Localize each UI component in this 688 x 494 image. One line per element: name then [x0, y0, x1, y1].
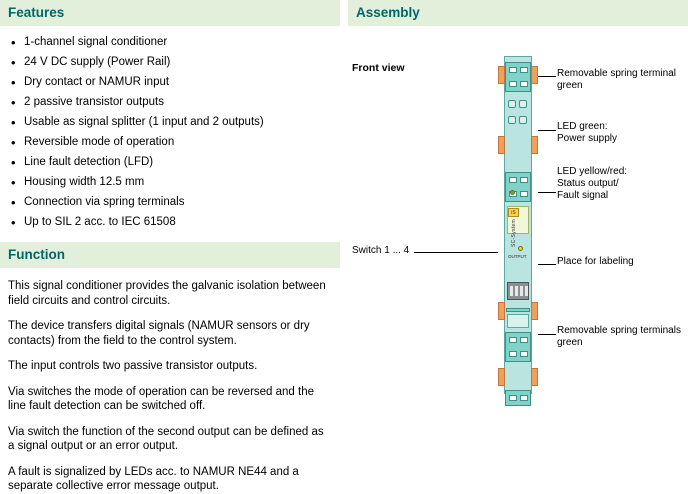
callout-line: Removable spring terminals: [557, 325, 681, 336]
list-item: • Dry contact or NAMUR input: [8, 76, 340, 88]
callout-line: Removable spring terminal: [557, 68, 676, 79]
led-yellow-red-status-indicator: [518, 246, 523, 251]
terminal-slot-icon: [520, 191, 528, 197]
leader-line: [538, 76, 556, 77]
callout-led-green: [557, 121, 688, 145]
paragraph: The device transfers digital signals (NAMUR sensors or dry contacts) from the field to the control system.: [8, 320, 310, 347]
list-item: • Housing width 12.5 mm: [8, 176, 340, 188]
terminal-slot-icon: [509, 337, 517, 343]
spring-terminal-block-bottom-2: [505, 390, 531, 406]
led-green-power-indicator: [510, 190, 515, 195]
mounting-tab-icon: [498, 136, 505, 154]
callout-top-terminal: [557, 68, 688, 92]
mounting-tab-icon: [498, 302, 505, 320]
callout-line: green: [557, 80, 583, 91]
mounting-tab-icon: [531, 136, 538, 154]
callout-line: Power supply: [557, 133, 618, 144]
terminal-slot-icon: [509, 177, 517, 183]
leader-line: [538, 334, 556, 335]
mounting-tab-icon: [498, 368, 505, 386]
labeling-plate: [507, 314, 529, 328]
spring-terminal-block-top: [505, 62, 531, 92]
spring-terminal-block-bottom: [505, 332, 531, 362]
list-item: • 1-channel signal conditioner: [8, 36, 340, 48]
callout-labeling-place: [557, 256, 688, 268]
paragraph: This signal conditioner provides the galvanic isolation between field circuits and control circuits.: [8, 280, 326, 307]
callout-bottom-terminals: [557, 325, 688, 349]
callout-line: LED yellow/red:: [557, 166, 628, 177]
features-list: [0, 36, 340, 228]
dip-switch-3[interactable]: [520, 286, 523, 296]
assembly-section-heading: Assembly: [348, 0, 688, 26]
terminal-slot-icon: [520, 81, 528, 87]
output-marking-text: OUTPUT: [508, 254, 527, 259]
dip-switch-bank[interactable]: [507, 282, 529, 300]
callout-led-yellow-red: [557, 166, 688, 202]
callout-line: LED green:: [557, 121, 608, 132]
leader-line: [414, 252, 498, 253]
leader-line: [538, 192, 556, 193]
function-section-heading: Function: [0, 242, 340, 268]
label-hinge: [506, 308, 530, 312]
device-series-text: SC-System: [511, 219, 517, 247]
list-item: • Reversible mode of operation: [8, 136, 340, 148]
callout-line: Place for labeling: [557, 256, 634, 267]
screw-row: [505, 100, 531, 110]
screw-icon: [508, 116, 516, 124]
front-view-label: Front view: [352, 62, 405, 74]
right-column: [348, 0, 688, 449]
terminal-slot-icon: [520, 351, 528, 357]
function-text-block: [0, 279, 340, 494]
terminal-slot-icon: [509, 67, 517, 73]
paragraph: A fault is signalized by LEDs acc. to NAMUR NE44 and a separate collective error message output.: [8, 465, 299, 492]
mounting-tab-icon: [498, 66, 505, 84]
terminal-slot-icon: [520, 67, 528, 73]
dip-switch-1[interactable]: [510, 286, 513, 296]
screw-icon: [508, 100, 516, 108]
leader-line: [538, 130, 556, 131]
dip-switch-4[interactable]: [525, 286, 528, 296]
terminal-slot-icon: [509, 395, 517, 401]
callout-line: Fault signal: [557, 190, 609, 201]
features-section-heading: Features: [0, 0, 340, 26]
list-item: • Line fault detection (LFD): [8, 156, 340, 168]
mounting-tab-icon: [531, 368, 538, 386]
list-item: • 24 V DC supply (Power Rail): [8, 56, 340, 68]
spring-terminal-block-power: [505, 172, 531, 202]
paragraph: Via switch the function of the second output can be defined as a signal output or an error output.: [8, 425, 324, 452]
dip-switch-2[interactable]: [515, 286, 518, 296]
callout-line: Status output/: [557, 178, 619, 189]
terminal-slot-icon: [509, 351, 517, 357]
list-item: • 2 passive transistor outputs: [8, 96, 340, 108]
manufacturer-logo-icon: iS: [508, 208, 519, 217]
screw-icon: [519, 100, 527, 108]
leader-line: [538, 264, 556, 265]
mounting-tab-icon: [531, 66, 538, 84]
terminal-slot-icon: [509, 81, 517, 87]
paragraph: Via switches the mode of operation can be reversed and the line fault detection can be switched off.: [8, 385, 315, 412]
terminal-slot-icon: [520, 177, 528, 183]
callout-line: green: [557, 337, 583, 348]
list-item: • Usable as signal splitter (1 input and 2 outputs): [8, 116, 340, 128]
screw-row: [505, 116, 531, 126]
mounting-tab-icon: [531, 302, 538, 320]
terminal-slot-icon: [520, 337, 528, 343]
left-column: [0, 0, 340, 494]
switch-range-label: Switch 1 ... 4: [352, 245, 410, 256]
list-item: • Connection via spring terminals: [8, 196, 340, 208]
terminal-slot-icon: [520, 395, 528, 401]
screw-icon: [519, 116, 527, 124]
list-item: • Up to SIL 2 acc. to IEC 61508: [8, 216, 340, 228]
paragraph: The input controls two passive transistor outputs.: [8, 360, 258, 372]
device-front-view-illustration: [498, 56, 538, 394]
